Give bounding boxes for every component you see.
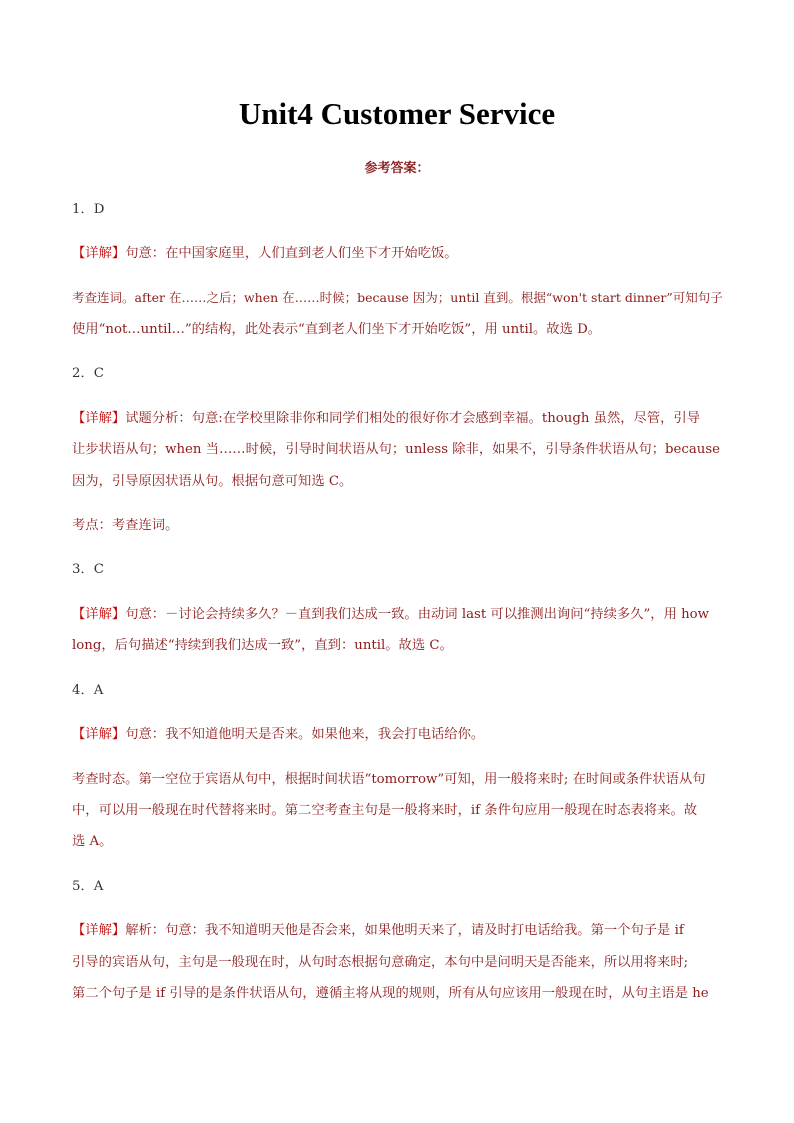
detail-text: 句意：我不知道他明天是否来。如果他来，我会打电话给你。	[125, 727, 485, 742]
explanation-line: 让步状语从句；when 当……时候，引导时间状语从句；unless 除非，如果不，引导条件状语从句；because	[72, 442, 721, 457]
detail-tag: 【详解】	[72, 607, 126, 622]
explanation-line: 中，可以用一般现在时代替将来时。第二空考查主句是一般将来时，if 条件句应用一般现在时态表将来。故	[72, 803, 698, 818]
answer-number: 4．A	[72, 683, 104, 698]
explanation-line: 使用“not…until…”的结构，此处表示“直到老人们坐下才开始吃饭”，用 until。故选 D。	[72, 322, 602, 337]
explanation-line: 引导的宾语从句，主句是一般现在时，从句时态根据句意确定，本句中是问明天是否能来，所以用将来时;	[72, 955, 689, 970]
detail-text: 试题分析：句意:在学校里除非你和同学们相处的很好你才会感到幸福。though 虽然，尽管，引导	[125, 411, 701, 426]
detail-tag: 【详解】	[72, 246, 126, 261]
explanation-line: long，后句描述“持续到我们达成一致”，直到：until。故选 C。	[72, 638, 453, 653]
detail-tag: 【详解】	[72, 411, 126, 426]
answer-number: 2．C	[72, 366, 104, 381]
answer-number: 5．A	[72, 879, 104, 894]
answer-number: 3．C	[72, 562, 104, 577]
explanation-line: 因为，引导原因状语从句。根据句意可知选 C。	[72, 474, 353, 489]
explanation-line: 考点：考查连词。	[72, 518, 179, 533]
detail-tag: 【详解】	[72, 727, 126, 742]
explanation-line: 考查连词。after 在……之后；when 在……时候；because 因为；until 直到。根据“won't start dinner”可知句子	[72, 290, 723, 305]
detail-text: 解析：句意：我不知道明天他是否会来，如果他明天来了，请及时打电话给我。第一个句子是 if	[125, 923, 684, 938]
detail-text: 句意：在中国家庭里，人们直到老人们坐下才开始吃饭。	[125, 246, 458, 261]
detail-line	[72, 915, 724, 947]
detail-line	[72, 238, 724, 270]
answer-key-heading: 参考答案：	[364, 161, 430, 176]
explanation-line: 考查时态。第一空位于宾语从句中，根据时间状语“tomorrow”可知，用一般将来时; 在时间或条件状语从句	[72, 772, 706, 787]
explanation-line: 第二个句子是 if 引导的是条件状语从句，遵循主将从现的规则，所有从句应该用一般现在时，从句主语是 he	[72, 986, 709, 1001]
detail-line	[72, 403, 724, 435]
detail-line	[72, 719, 724, 751]
detail-tag: 【详解】	[72, 923, 126, 938]
answer-number: 1．D	[72, 202, 105, 217]
detail-line	[72, 599, 724, 631]
page-title: Unit4 Customer Service	[238, 96, 556, 131]
detail-text: 句意：－讨论会持续多久？－直到我们达成一致。由动词 last 可以推测出询问“持续多久”，用 how	[125, 607, 710, 622]
explanation-line: 选 A。	[72, 834, 113, 849]
